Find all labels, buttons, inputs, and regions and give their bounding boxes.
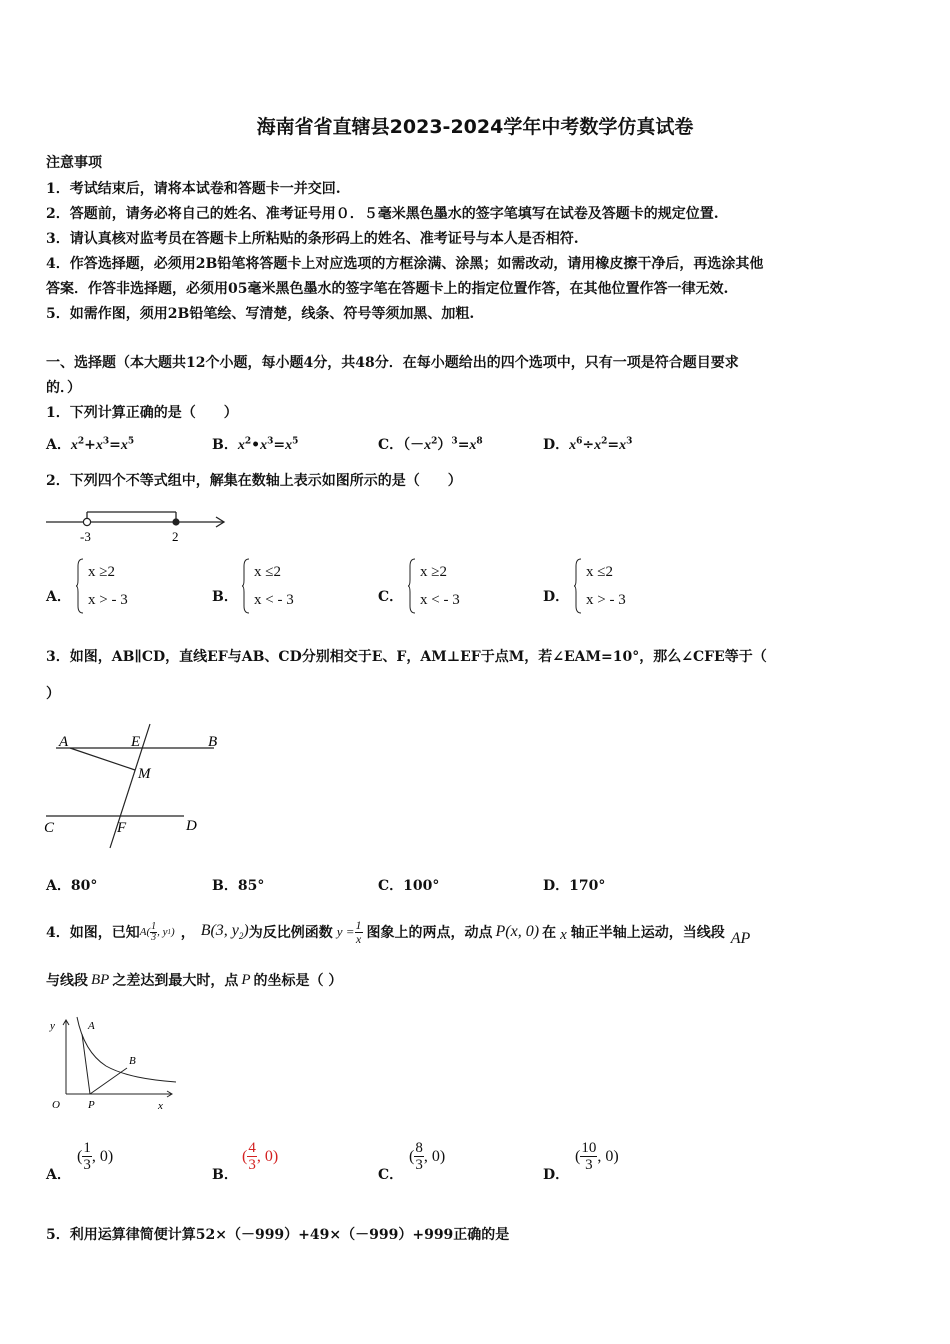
q5-stem: 5．利用运算律简便计算52×（－999）+49×（－999）+999正确的是: [46, 1227, 510, 1243]
segment-am: [70, 748, 135, 770]
q1-option-a: A．$x^2+x^3=x^5$: [46, 436, 135, 453]
label-o: O: [52, 1099, 60, 1111]
parallel-lines-figure: [44, 720, 224, 852]
notes-item-5: 5．如需作图，须用2B铅笔绘、写清楚，线条、符号等须加黑、加粗.: [46, 306, 475, 322]
section-heading: 一、选择题（本大题共12个小题，每小题4分，共48分．在每小题给出的四个选项中，只有一项是符合题目要求: [46, 355, 739, 371]
label-e: E: [131, 734, 141, 750]
line-ef: [110, 724, 150, 848]
q1-stem: 1．下列计算正确的是（ ）: [46, 405, 238, 421]
q3-option-c: C．100°: [378, 878, 440, 894]
number-line-figure: [44, 506, 229, 546]
q2-option-b-label: B．: [212, 589, 238, 605]
q2-option-a-label: A．: [46, 589, 71, 605]
q2-option-d: x ≤2 x > - 3: [574, 558, 626, 614]
label-x: x: [158, 1100, 163, 1112]
page-title: 海南省省直辖县2023-2024学年中考数学仿真试卷: [256, 116, 694, 138]
q2-option-a: x ≥2 x > - 3: [76, 558, 128, 614]
label-m: M: [138, 766, 151, 782]
tick-label-2: 2: [172, 529, 179, 544]
q4-option-a: ( $\frac{1}{3}$ , 0): [77, 1140, 114, 1173]
q4-stem: 4．如图，已知 A( $\frac{1}{3}$ , y 1 ) ， B(3, $y_2$) 为反比例函数 y = $\frac{1}{x}$ 图象上的两点，动点 P(x, 0) 在 x 轴正半轴上运动，当线段 AP: [46, 917, 751, 947]
q2-option-c: x ≥2 x < - 3: [408, 558, 460, 614]
label-p: P: [88, 1099, 95, 1111]
q3-stem-cont: ）: [46, 686, 60, 702]
notes-item-4-cont: 答案．作答非选择题，必须用05毫米黑色墨水的签字笔在答题卡上的指定位置作答，在其他位置作答一律无效.: [46, 281, 729, 297]
label-d: D: [186, 818, 197, 834]
q4-stem-cont: 与线段 BP 之差达到最大时，点 P 的坐标是（ ）: [46, 971, 343, 989]
q3-stem: 3．如图，AB∥CD，直线EF与AB、CD分别相交于E、F，AM⊥EF于点M，若∠EAM=10°，那么∠CFE等于（: [46, 649, 767, 665]
closed-dot-2: [172, 518, 179, 525]
tick-label-minus3: -3: [80, 529, 91, 544]
label-f: F: [117, 820, 127, 836]
notes-item-2: 2．答题前，请务必将自己的姓名、准考证号用０．５毫米黑色墨水的签字笔填写在试卷及答题卡的规定位置.: [46, 206, 719, 222]
label-a: A: [59, 734, 69, 750]
notes-heading: 注意事项: [46, 155, 102, 171]
q1-option-d: D．$x^6\div x^2=x^3$: [543, 436, 633, 453]
q4-option-b: ( $\frac{4}{3}$ , 0): [242, 1140, 279, 1173]
q2-option-d-label: D．: [543, 589, 570, 605]
q4-option-a-label: A．: [46, 1167, 71, 1183]
q3-option-b: B．85°: [212, 878, 265, 894]
segment-bp: [90, 1068, 127, 1094]
notes-item-4: 4．作答选择题，必须用2B铅笔将答题卡上对应选项的方框涂满、涂黑；如需改动，请用橡皮擦干净后，再选涂其他: [46, 256, 764, 272]
q1-option-b: B．$x^2•x^3=x^5$: [212, 436, 299, 453]
q4-option-c-label: C．: [378, 1167, 404, 1183]
q2-option-b: x ≤2 x < - 3: [242, 558, 294, 614]
label-b: B: [208, 734, 218, 750]
q4-option-c: ( $\frac{8}{3}$ , 0): [409, 1140, 446, 1173]
label-a: A: [88, 1020, 95, 1032]
q4-option-d-label: D．: [543, 1167, 570, 1183]
label-b: B: [129, 1055, 136, 1067]
section-heading-cont: 的．）: [46, 380, 81, 396]
notes-item-1: 1．考试结束后，请将本试卷和答题卡一并交回.: [46, 181, 341, 197]
label-c: C: [44, 820, 55, 836]
q4-option-b-label: B．: [212, 1167, 238, 1183]
q4-option-d: ( $\frac{10}{3}$ , 0): [575, 1140, 619, 1173]
notes-item-3: 3．请认真核对监考员在答题卡上所粘贴的条形码上的姓名、准考证号与本人是否相符.: [46, 231, 579, 247]
q3-option-a: A．80°: [46, 878, 98, 894]
hyperbola-figure: [44, 1012, 184, 1118]
open-dot-minus3: [83, 518, 90, 525]
q1-option-c: C．$(-x^2)^3=x^8$: [378, 436, 483, 453]
label-y: y: [50, 1020, 55, 1032]
q2-option-c-label: C．: [378, 589, 404, 605]
q3-option-d: D．170°: [543, 878, 606, 894]
q2-stem: 2．下列四个不等式组中，解集在数轴上表示如图所示的是（ ）: [46, 473, 462, 489]
